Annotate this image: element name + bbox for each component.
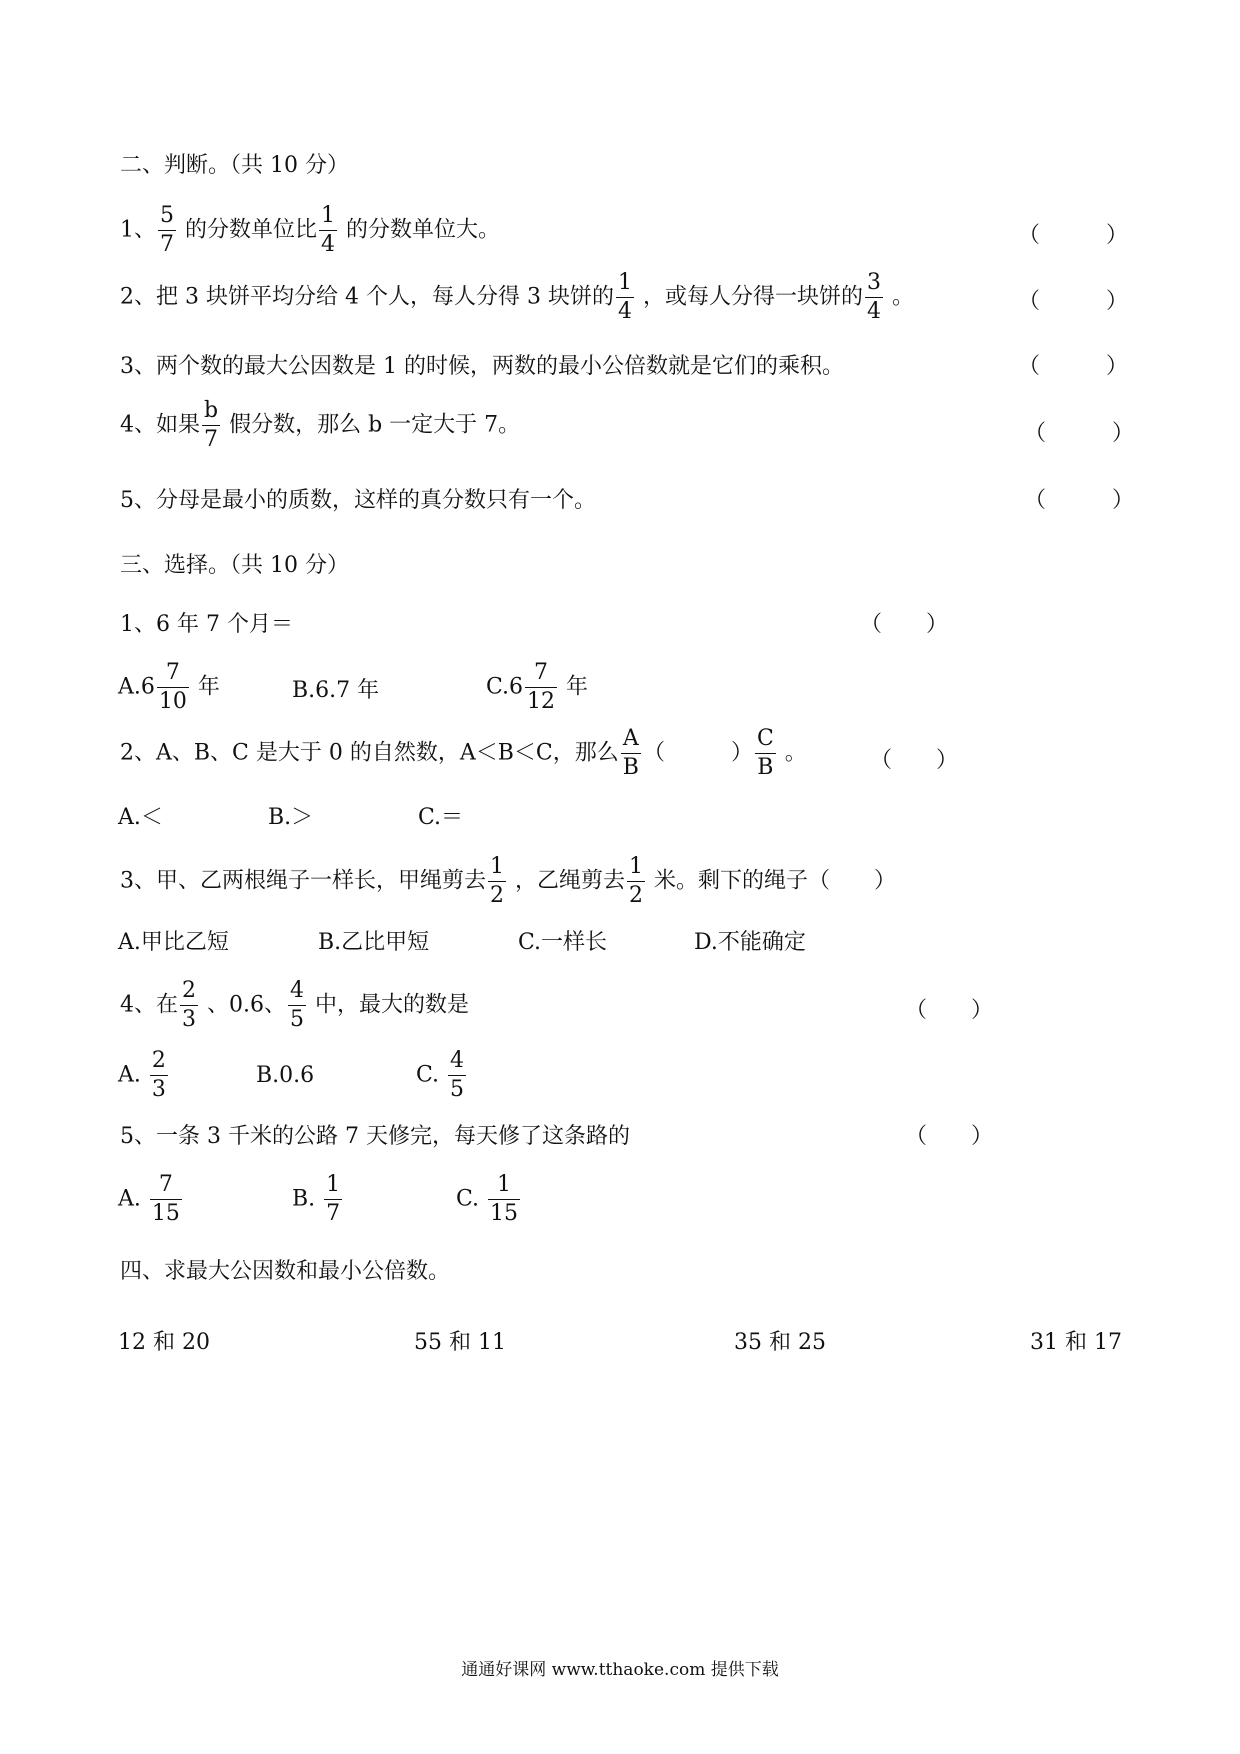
denominator: 5	[450, 1077, 465, 1102]
option-label: A.	[118, 1062, 141, 1088]
judge-item-2	[120, 272, 914, 323]
option-c	[416, 1050, 468, 1101]
fraction	[621, 728, 641, 779]
fraction	[865, 272, 883, 323]
fraction	[157, 662, 189, 713]
numerator: 1	[627, 856, 645, 882]
choice-q2	[120, 728, 807, 779]
fraction	[150, 1174, 182, 1225]
numerator: 1	[488, 856, 506, 882]
option-label: C.6	[486, 674, 524, 700]
option-c	[456, 1174, 522, 1225]
choice-q4	[120, 980, 469, 1031]
fraction	[319, 205, 337, 256]
fraction	[180, 980, 198, 1031]
answer-paren: （ ）	[1018, 354, 1129, 379]
numerator: 3	[865, 272, 883, 298]
fraction	[525, 662, 557, 713]
item-text: 的分数单位比	[178, 217, 317, 243]
denominator: 4	[321, 232, 335, 257]
denominator: 4	[617, 299, 632, 324]
option-label: A.	[118, 1186, 141, 1212]
item-text: 假分数，那么 b 一定大于 7。	[222, 412, 521, 438]
item-text: 2、A、B、C 是大于 0 的自然数，A＜B＜C，那么	[120, 740, 619, 766]
option-b: B.6.7 年	[292, 678, 380, 703]
fraction	[150, 1050, 168, 1101]
choice-q5: 5、一条 3 千米的公路 7 天修完，每天修了这条路的	[120, 1124, 630, 1149]
option-a	[118, 662, 220, 713]
fraction	[202, 400, 220, 451]
numerator: 1	[488, 1174, 520, 1200]
numerator: 4	[448, 1050, 466, 1076]
option-b	[292, 1174, 344, 1225]
option-unit: 年	[559, 674, 589, 700]
numerator: 2	[150, 1050, 168, 1076]
option-a: A.＜	[118, 805, 163, 830]
answer-paren: （ ）	[860, 612, 949, 637]
option-d: D.不能确定	[694, 930, 806, 955]
fraction	[488, 1174, 520, 1225]
number-pair: 55 和 11	[414, 1330, 506, 1355]
footer: 通通好课网 www.tthaoke.com 提供下载	[461, 1660, 779, 1680]
numerator: 5	[158, 205, 176, 231]
item-text: 3、甲、乙两根绳子一样长，甲绳剪去	[120, 868, 486, 894]
answer-paren: （ ）	[905, 998, 994, 1023]
option-label: C.	[456, 1186, 480, 1212]
section3-title: 三、选择。（共 10 分）	[120, 553, 349, 578]
numerator: 4	[288, 980, 306, 1006]
item-text: ，乙绳剪去	[508, 868, 625, 894]
judge-item-4	[120, 400, 520, 451]
numerator: 7	[150, 1174, 182, 1200]
denominator: 5	[289, 1007, 304, 1032]
number-pair: 31 和 17	[1030, 1330, 1122, 1355]
numerator: 1	[616, 272, 634, 298]
option-a: A.甲比乙短	[118, 930, 229, 955]
option-c: C.＝	[418, 805, 464, 830]
fraction	[755, 728, 776, 779]
denominator: 2	[629, 883, 643, 908]
fraction	[488, 856, 506, 907]
item-text: 中，最大的数是	[307, 992, 469, 1018]
option-b: B.＞	[268, 805, 314, 830]
item-text: 2、把 3 块饼平均分给 4 个人，每人分得 3 块饼的	[120, 284, 614, 310]
numerator: 1	[324, 1174, 342, 1200]
item-text: 。	[884, 284, 914, 310]
denominator: B	[622, 755, 639, 780]
option-b: B.0.6	[256, 1063, 315, 1088]
answer-paren: （ ）	[905, 1124, 994, 1149]
answer-paren: （ ）	[1024, 488, 1135, 513]
number-pair: 12 和 20	[118, 1330, 210, 1355]
fraction	[616, 272, 634, 323]
item-text: 4、如果	[120, 412, 200, 438]
choice-q1: 1、6 年 7 个月＝	[120, 612, 293, 637]
judge-item-5: 5、分母是最小的质数，这样的真分数只有一个。	[120, 488, 596, 513]
answer-paren: （ ）	[1024, 421, 1135, 446]
denominator: 15	[151, 1201, 180, 1226]
judge-item-1	[120, 205, 500, 256]
numerator: 2	[180, 980, 198, 1006]
section2-title: 二、判断。（共 10 分）	[120, 153, 349, 178]
answer-paren: （ ）	[1018, 289, 1129, 314]
option-c: C.一样长	[518, 930, 608, 955]
fraction	[627, 856, 645, 907]
blank-paren: （ ）	[642, 740, 753, 766]
item-text: 的分数单位大。	[339, 217, 500, 243]
item-text: 1、	[120, 217, 156, 243]
judge-item-3: 3、两个数的最大公因数是 1 的时候，两数的最小公倍数就是它们的乘积。	[120, 354, 844, 379]
item-text: 米。剩下的绳子（ ）	[647, 868, 896, 894]
numerator: A	[621, 728, 641, 754]
answer-paren: （ ）	[1018, 223, 1129, 248]
denominator: 7	[160, 232, 174, 257]
denominator: 3	[182, 1007, 196, 1032]
option-unit: 年	[190, 674, 220, 700]
choice-q3	[120, 856, 896, 907]
option-label: A.6	[118, 674, 155, 700]
denominator: 2	[490, 883, 504, 908]
option-label: C.	[416, 1062, 440, 1088]
denominator: 3	[151, 1077, 166, 1102]
fraction	[158, 205, 176, 256]
numerator: 7	[525, 662, 557, 688]
numerator: C	[755, 728, 776, 754]
section4-title: 四、求最大公因数和最小公倍数。	[120, 1259, 451, 1284]
item-text: ，或每人分得一块饼的	[635, 284, 863, 310]
option-c	[486, 662, 588, 713]
denominator: 12	[527, 689, 556, 714]
option-label: B.	[292, 1186, 316, 1212]
denominator: 15	[490, 1201, 519, 1226]
numerator: b	[202, 400, 220, 426]
fraction	[448, 1050, 466, 1101]
numerator: 1	[319, 205, 337, 231]
answer-paren: （ ）	[870, 748, 959, 773]
item-text: 4、在	[120, 992, 178, 1018]
denominator: 10	[158, 689, 187, 714]
fraction	[288, 980, 306, 1031]
numerator: 7	[157, 662, 189, 688]
denominator: 4	[866, 299, 881, 324]
option-a	[118, 1174, 184, 1225]
fraction	[324, 1174, 342, 1225]
denominator: 7	[326, 1201, 341, 1226]
item-text: 。	[777, 740, 807, 766]
item-text: 、0.6、	[200, 992, 286, 1018]
denominator: B	[757, 755, 774, 780]
number-pair: 35 和 25	[734, 1330, 826, 1355]
option-b: B.乙比甲短	[318, 930, 430, 955]
option-a	[118, 1050, 170, 1101]
denominator: 7	[204, 427, 219, 452]
